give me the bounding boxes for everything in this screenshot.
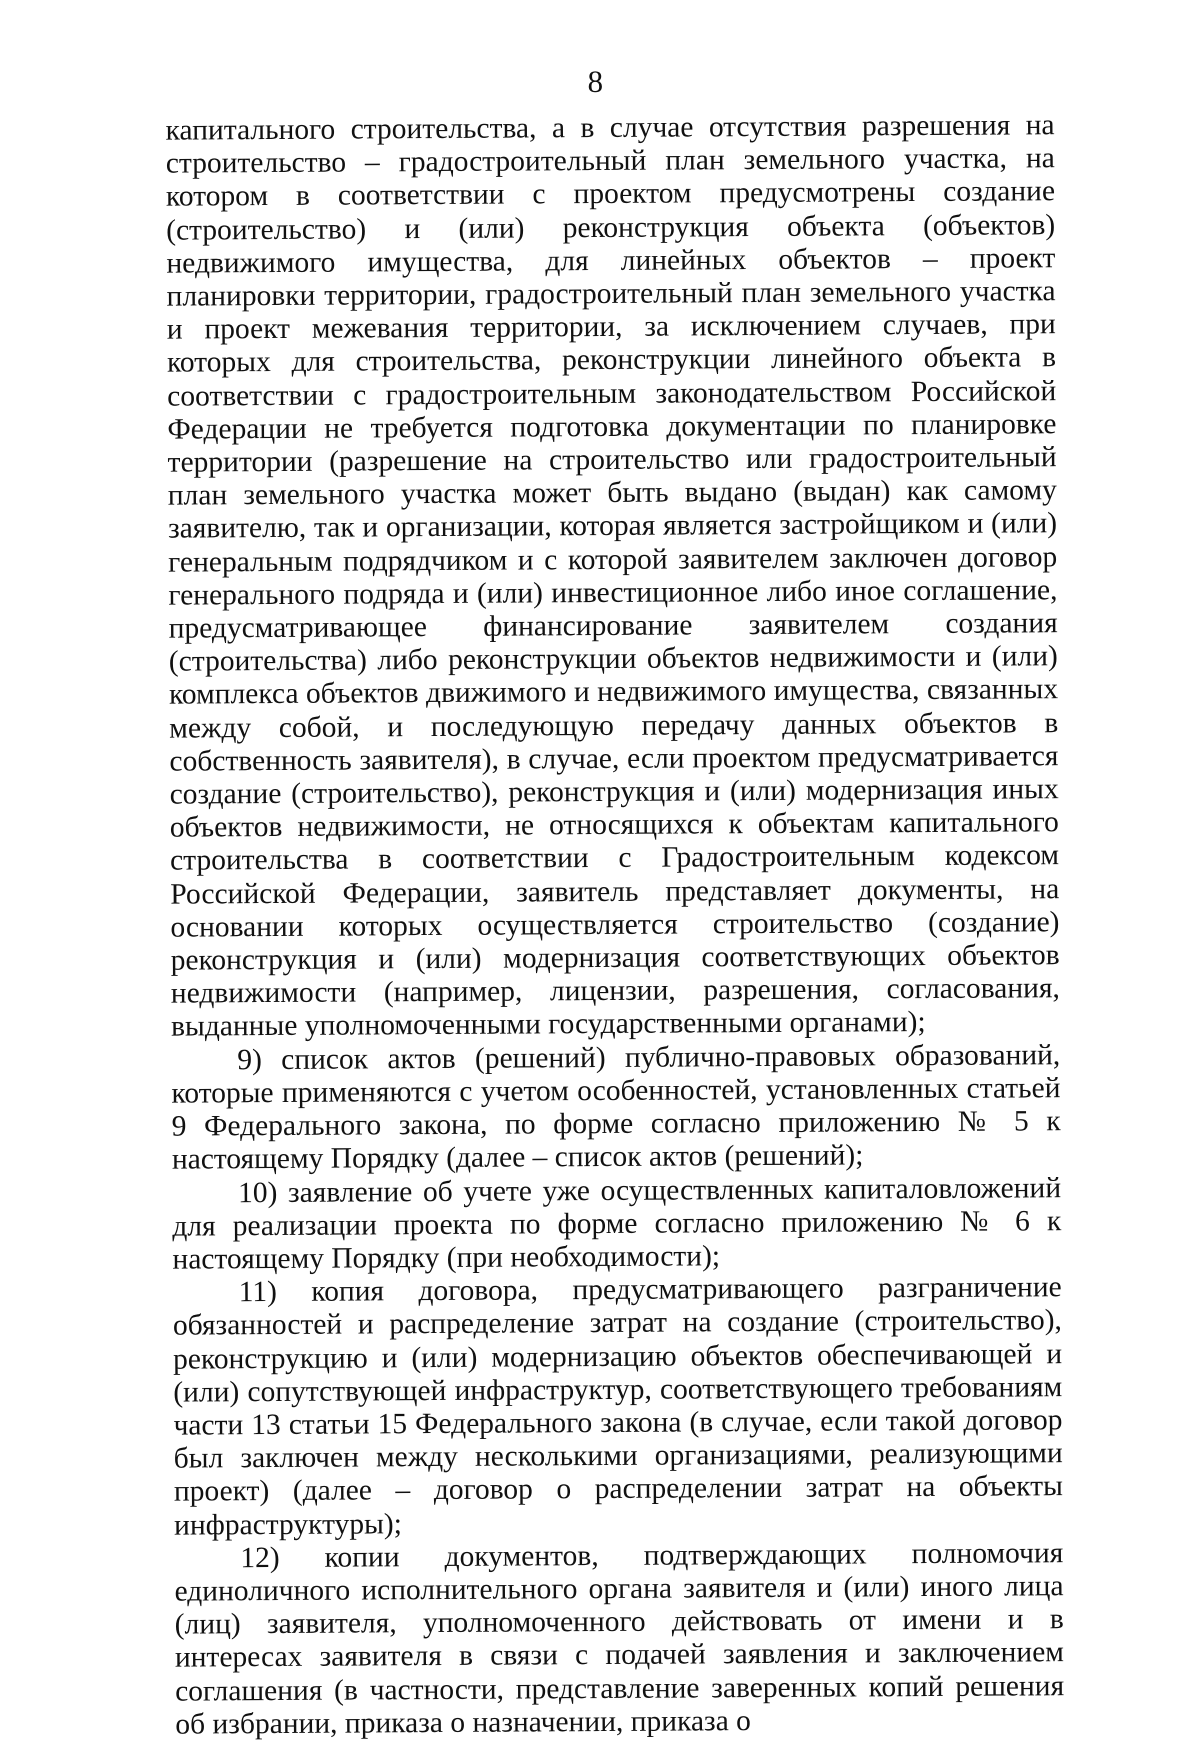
page-number: 8 [587,63,604,100]
paragraph-item-10: 10) заявление об учете уже осуществленных капиталовложений для реализации проекта по форме согласно приложению № 6 к настоящему Порядку (при необходимости); [172,1171,1062,1276]
paragraph-item-12: 12) копии документов, подтверждающих полномочия единоличного исполнительного органа заявителя и (или) иного лица (лиц) заявителя, уполномоченного действовать от имени и в интересах заявителя в связи с подачей заявления и заключением соглашения (в частности, представление заверенных копий решения об избрании, приказа о назначении, приказа о [174,1536,1065,1741]
paragraph-continuation: капитального строительства, а в случае отсутствия разрешения на строительство – градостроительный план земельного участка, на котором в соответствии с проектом предусмотрены создание (строительство) и (или) реконструкция объекта (объектов) недвижимого имущества, для линейных объектов – проект планировки территории, градостроительный план земельного участка и проект межевания территории, за исключением случаев, при которых для строительства, реконструкции линейного объекта в соответствии с градостроительным законодательством Российской Федерации не требуется подготовка документации по планировке территории (разрешение на строительство или градостроительный план земельного участка может быть выдано (выдан) как самому заявителю, так и организации, которая является застройщиком и (или) генеральным подрядчиком и с которой заявителем заключен договор генерального подряда и (или) инвестиционное либо иное соглашение, предусматривающее финансирование заявителем создания (строительства) либо реконструкции объектов недвижимости и (или) комплекса объектов движимого и недвижимого имущества, связанных между собой, и последующую передачу данных объектов в собственность заявителя), в случае, если проектом предусматривается создание (строительство), реконструкция и (или) модернизация иных объектов недвижимости, не относящихся к объектам капитального строительства в соответствии с Градостроительным кодексом Российской Федерации, заявитель представляет документы, на основании которых осуществляется строительство (создание) реконструкция и (или) модернизация соответствующих объектов недвижимости (например, лицензии, разрешения, согласования, выданные уполномоченными государственными органами); [165,109,1060,1044]
paragraph-item-11: 11) копия договора, предусматривающего разграничение обязанностей и распределение затрат на создание (строительство), реконструкцию и (или) модернизацию объектов обеспечивающей и (или) сопутствующей инфраструктур, соответствующего требованиям части 13 статьи 15 Федерального закона (в случае, если такой договор был заключен между несколькими организациями, реализующими проект) (далее – договор о распределении затрат на объекты инфраструктуры); [172,1271,1063,1542]
paragraph-item-9: 9) список актов (решений) публично-правовых образований, которые применяются с учетом особенностей, установленных статьей 9 Федерального закона, по форме согласно приложению № 5 к настоящему Порядку (далее – список актов (решений); [171,1038,1061,1176]
document-body [165,109,1064,1741]
